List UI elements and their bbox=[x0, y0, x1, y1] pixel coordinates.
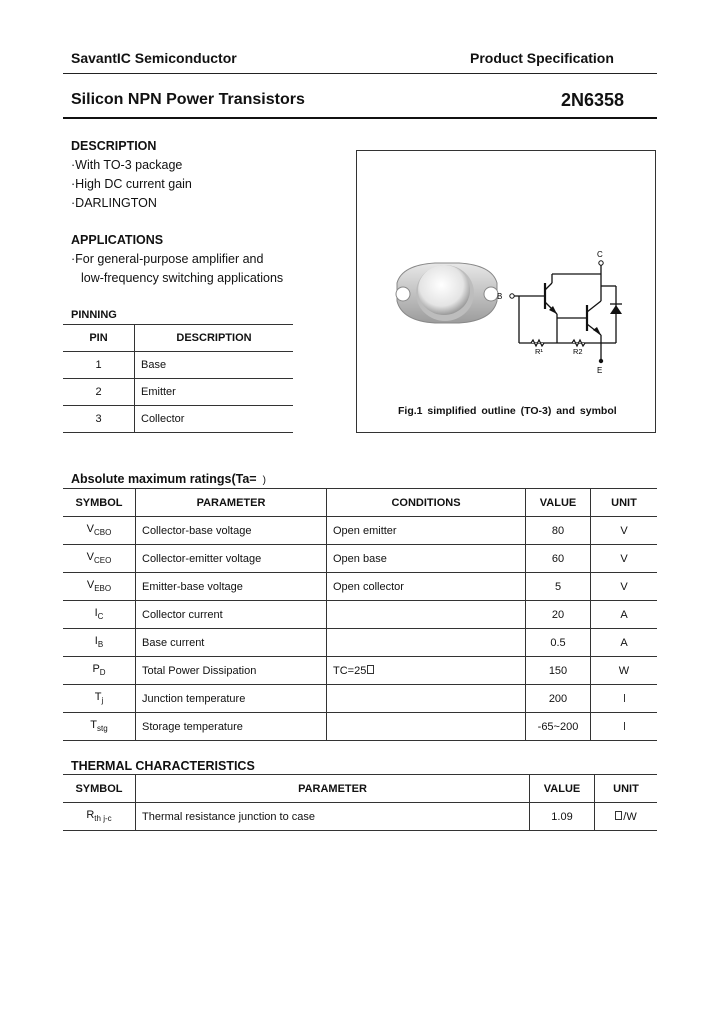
col-value: VALUE bbox=[530, 775, 595, 803]
pin-number: 1 bbox=[63, 352, 135, 379]
symbol-cell: $V_{EBO}$ bbox=[63, 573, 136, 601]
part-number: 2N6358 bbox=[561, 90, 625, 110]
r1-label: R¹ bbox=[535, 347, 543, 356]
unit-cell: V bbox=[591, 517, 658, 545]
symbol-cell: $T_{stg}$ bbox=[63, 713, 136, 741]
value-cell: 60 bbox=[526, 545, 591, 573]
col-pin: PIN bbox=[63, 325, 135, 352]
pin-number: 2 bbox=[63, 379, 135, 406]
pin-description: Base bbox=[135, 352, 294, 379]
to3-package-icon bbox=[396, 263, 498, 323]
applications-line: low-frequency switching applications bbox=[81, 271, 284, 285]
unit-cell: V bbox=[591, 573, 658, 601]
pinning-heading: PINNING bbox=[71, 309, 117, 321]
parameter-cell: Thermal resistance junction to case bbox=[136, 803, 530, 831]
applications-heading: APPLICATIONS bbox=[71, 233, 164, 247]
table-row bbox=[63, 629, 657, 657]
symbol-cell: $R_{th j-c}$ bbox=[63, 803, 136, 831]
description-item: ·High DC current gain bbox=[71, 177, 192, 191]
thermal-heading: THERMAL CHARACTERISTICS bbox=[71, 759, 255, 773]
collector-label: C bbox=[597, 250, 603, 259]
table-row bbox=[63, 517, 657, 545]
value-cell: 0.5 bbox=[526, 629, 591, 657]
base-label: B bbox=[497, 292, 503, 301]
value-cell: 200 bbox=[526, 685, 591, 713]
conditions-cell bbox=[327, 601, 526, 629]
table-row bbox=[63, 406, 293, 433]
parameter-cell: Base current bbox=[136, 629, 327, 657]
title-divider bbox=[63, 117, 657, 119]
missing-glyph-box bbox=[615, 811, 622, 820]
conditions-cell: TC=25 bbox=[327, 657, 526, 685]
unit-cell: A bbox=[591, 629, 658, 657]
col-unit: UNIT bbox=[595, 775, 658, 803]
unit-cell: W bbox=[591, 657, 658, 685]
conditions-cell bbox=[327, 713, 526, 741]
parameter-cell: Collector-base voltage bbox=[136, 517, 327, 545]
pin-description: Collector bbox=[135, 406, 294, 433]
parameter-cell: Emitter-base voltage bbox=[136, 573, 327, 601]
col-symbol: SYMBOL bbox=[63, 489, 136, 517]
symbol-cell: $T_j$ bbox=[63, 685, 136, 713]
table-row bbox=[63, 685, 657, 713]
unit-cell: V bbox=[591, 545, 658, 573]
pinning-table bbox=[63, 324, 293, 433]
unit-cell: /W bbox=[595, 803, 658, 831]
product-title: Silicon NPN Power Transistors bbox=[71, 91, 305, 108]
symbol-cell: $P_D$ bbox=[63, 657, 136, 685]
value-cell: 5 bbox=[526, 573, 591, 601]
conditions-cell: Open base bbox=[327, 545, 526, 573]
figure-box bbox=[356, 150, 656, 433]
table-row bbox=[63, 545, 657, 573]
missing-glyph-box bbox=[367, 665, 374, 674]
value-cell: 150 bbox=[526, 657, 591, 685]
figure-graphic bbox=[357, 151, 655, 432]
table-row bbox=[63, 573, 657, 601]
col-conditions: CONDITIONS bbox=[327, 489, 526, 517]
pin-description: Emitter bbox=[135, 379, 294, 406]
table-row bbox=[63, 601, 657, 629]
parameter-cell: Junction temperature bbox=[136, 685, 327, 713]
table-row bbox=[63, 713, 657, 741]
table-row bbox=[63, 803, 657, 831]
col-description: DESCRIPTION bbox=[135, 325, 294, 352]
description-item: ·With TO-3 package bbox=[71, 158, 183, 172]
pin-number: 3 bbox=[63, 406, 135, 433]
emitter-label: E bbox=[597, 366, 603, 375]
abs-max-heading-text: Absolute maximum ratings(Ta= bbox=[71, 472, 257, 486]
description-heading: DESCRIPTION bbox=[71, 139, 157, 153]
table-row bbox=[63, 379, 293, 406]
unit-cell bbox=[591, 685, 658, 713]
table-header-row bbox=[63, 489, 657, 517]
parameter-cell: Storage temperature bbox=[136, 713, 327, 741]
col-symbol: SYMBOL bbox=[63, 775, 136, 803]
conditions-cell bbox=[327, 629, 526, 657]
symbol-cell: $V_{CBO}$ bbox=[63, 517, 136, 545]
symbol-cell: $V_{CEO}$ bbox=[63, 545, 136, 573]
header-divider bbox=[63, 73, 657, 74]
symbol-cell: $I_B$ bbox=[63, 629, 136, 657]
abs-max-heading bbox=[71, 472, 266, 486]
parameter-cell: Total Power Dissipation bbox=[136, 657, 327, 685]
value-cell: -65~200 bbox=[526, 713, 591, 741]
r2-label: R2 bbox=[573, 347, 583, 356]
col-unit: UNIT bbox=[591, 489, 658, 517]
symbol-cell: $I_C$ bbox=[63, 601, 136, 629]
table-header-row bbox=[63, 775, 657, 803]
value-cell: 20 bbox=[526, 601, 591, 629]
value-cell: 80 bbox=[526, 517, 591, 545]
table-row bbox=[63, 352, 293, 379]
col-parameter: PARAMETER bbox=[136, 489, 327, 517]
conditions-cell bbox=[327, 685, 526, 713]
col-parameter: PARAMETER bbox=[136, 775, 530, 803]
applications-line: ·For general-purpose amplifier and bbox=[71, 252, 264, 266]
unit-cell: A bbox=[591, 601, 658, 629]
table-header-row bbox=[63, 325, 293, 352]
document-type: Product Specification bbox=[470, 50, 614, 66]
missing-glyph-bar bbox=[624, 694, 625, 702]
parameter-cell: Collector current bbox=[136, 601, 327, 629]
unit-cell bbox=[591, 713, 658, 741]
col-value: VALUE bbox=[526, 489, 591, 517]
conditions-cell: Open collector bbox=[327, 573, 526, 601]
abs-max-table bbox=[63, 488, 657, 741]
parameter-cell: Collector-emitter voltage bbox=[136, 545, 327, 573]
conditions-cell: Open emitter bbox=[327, 517, 526, 545]
darlington-symbol-icon bbox=[512, 263, 616, 361]
company-name: SavantIC Semiconductor bbox=[71, 50, 237, 66]
thermal-table bbox=[63, 774, 657, 831]
figure-caption: Fig.1 simplified outline (TO-3) and symbol bbox=[398, 405, 617, 417]
value-cell: 1.09 bbox=[530, 803, 595, 831]
abs-max-heading-tail: ) bbox=[262, 475, 266, 486]
description-item: ·DARLINGTON bbox=[71, 196, 157, 210]
table-row bbox=[63, 657, 657, 685]
missing-glyph-bar bbox=[624, 722, 625, 730]
